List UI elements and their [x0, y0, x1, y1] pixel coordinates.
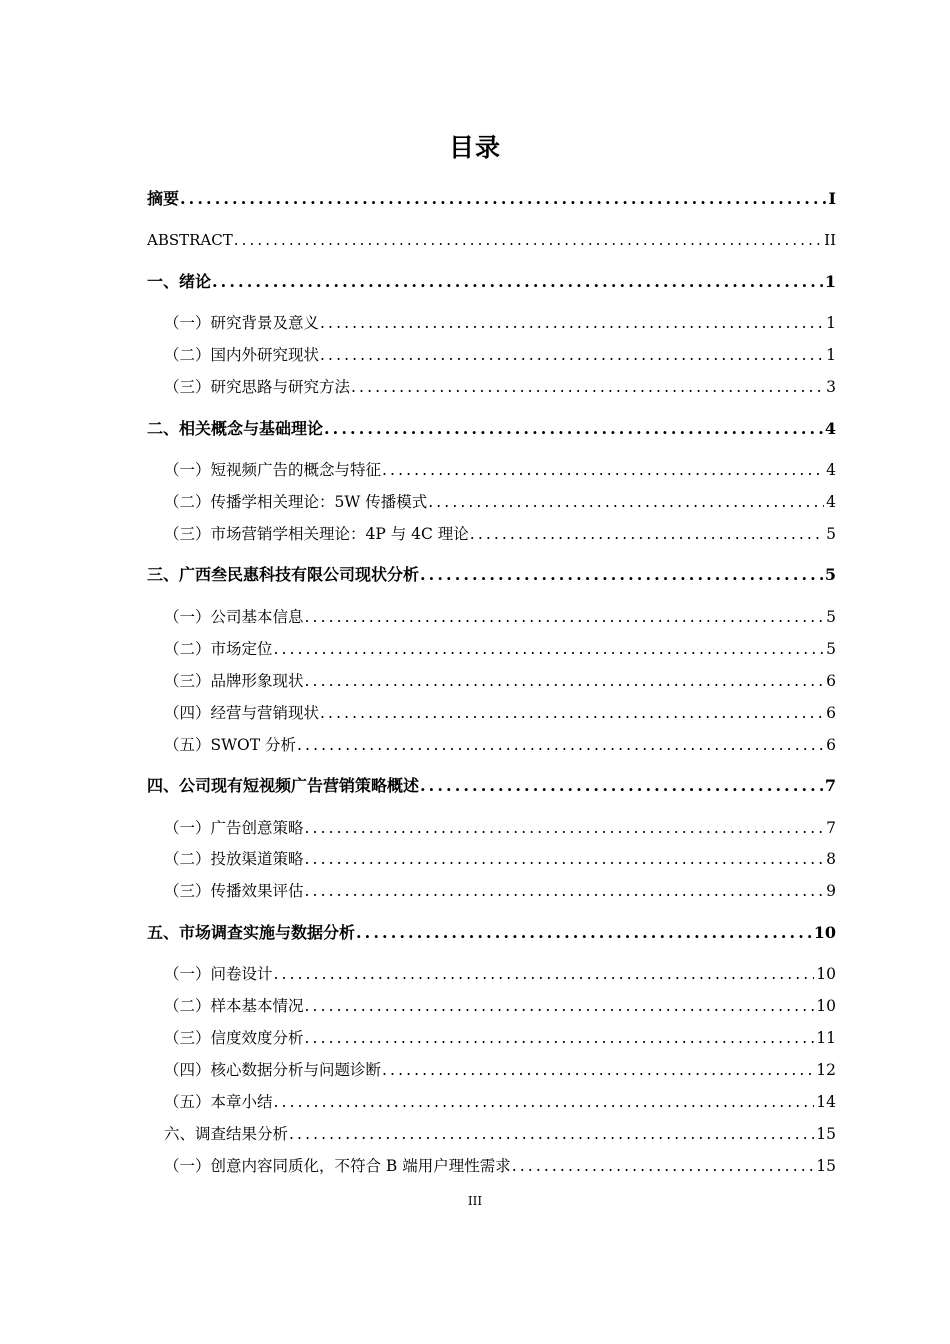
toc-entry[interactable]: [0, 1121, 950, 1147]
toc-leader-dots: [274, 1089, 815, 1115]
toc-leader-dots: [320, 342, 824, 368]
toc-entry-label: （三）信度效度分析: [164, 1029, 304, 1047]
toc-leader-dots: [382, 457, 824, 483]
toc-entry-page: 15: [816, 1125, 836, 1143]
toc-entry-label: （四）经营与营销现状: [164, 704, 320, 722]
toc-entry-page: 1: [826, 346, 836, 364]
toc-entry-page: 5: [826, 640, 836, 658]
toc-leader-dots: [274, 636, 825, 662]
toc-entry-page: 9: [826, 882, 836, 900]
toc-leader-dots: [420, 773, 823, 799]
toc-entry-label: 四、公司现有短视频广告营销策略概述: [147, 776, 420, 795]
toc-entry-label: ABSTRACT: [147, 231, 233, 249]
toc-leader-dots: [351, 374, 824, 400]
toc-entry-label: 六、调查结果分析: [164, 1125, 289, 1143]
toc-entry-page: 5: [826, 525, 836, 543]
toc-entry-label: （五）SWOT 分析: [164, 736, 297, 754]
toc-entry[interactable]: [0, 457, 950, 483]
toc-entry-page: 4: [824, 419, 836, 438]
toc-entry-label: 一、绪论: [147, 272, 212, 291]
toc-leader-dots: [180, 186, 827, 212]
toc-entry[interactable]: [0, 269, 950, 295]
toc-entry-page: 8: [826, 850, 836, 868]
toc-entry-page: 7: [826, 819, 836, 837]
toc-entry-page: 11: [816, 1029, 836, 1047]
toc-entry-label: （二）国内外研究现状: [164, 346, 320, 364]
toc-entry-label: （三）品牌形象现状: [164, 672, 304, 690]
toc-entry-label: （三）传播效果评估: [164, 882, 304, 900]
toc-entry-label: （一）短视频广告的概念与特征: [164, 461, 382, 479]
toc-entry-label: （一）广告创意策略: [164, 819, 304, 837]
page-number: III: [467, 1194, 483, 1208]
toc-entry[interactable]: [0, 920, 950, 946]
toc-leader-dots: [320, 310, 824, 336]
toc-entry-label: （一）创意内容同质化，不符合 B 端用户理性需求: [164, 1157, 511, 1175]
toc-entry[interactable]: [0, 1153, 950, 1179]
toc-entry-page: II: [824, 231, 836, 249]
toc-leader-dots: [356, 920, 812, 946]
toc-entry[interactable]: [0, 374, 950, 400]
toc-entry-page: 5: [826, 608, 836, 626]
toc-entry-label: （二）投放渠道策略: [164, 850, 304, 868]
toc-leader-dots: [289, 1121, 814, 1147]
toc-entry[interactable]: [0, 562, 950, 588]
toc-entry[interactable]: [0, 636, 950, 662]
toc-entry-page: 15: [816, 1157, 836, 1175]
toc-leader-dots: [470, 521, 824, 547]
toc-entry-label: （一）公司基本信息: [164, 608, 304, 626]
toc-entry-page: 4: [826, 493, 836, 511]
toc-entry-page: I: [828, 189, 836, 208]
toc-entry[interactable]: [0, 961, 950, 987]
toc-entry-label: （二）传播学相关理论：5W 传播模式: [164, 493, 428, 511]
toc-entry[interactable]: [0, 1089, 950, 1115]
toc-entry[interactable]: [0, 416, 950, 442]
toc-leader-dots: [305, 815, 825, 841]
toc-entry-label: （四）核心数据分析与问题诊断: [164, 1061, 382, 1079]
toc-entry[interactable]: [0, 342, 950, 368]
toc-entry-label: （三）研究思路与研究方法: [164, 378, 351, 396]
toc-entry-label: （三）市场营销学相关理论：4P 与 4C 理论: [164, 525, 469, 543]
toc-entry[interactable]: [0, 310, 950, 336]
toc-entry[interactable]: [0, 815, 950, 841]
toc-leader-dots: [512, 1153, 815, 1179]
toc-leader-dots: [382, 1057, 814, 1083]
toc-entry-page: 1: [824, 272, 836, 291]
toc-entry-label: （二）样本基本情况: [164, 997, 304, 1015]
toc-entry[interactable]: [0, 846, 950, 872]
toc-entry[interactable]: [0, 1057, 950, 1083]
toc-entry-page: 6: [826, 736, 836, 754]
toc-entry[interactable]: [0, 521, 950, 547]
toc-entry[interactable]: [0, 993, 950, 1019]
toc-entry[interactable]: [0, 604, 950, 630]
toc-leader-dots: [274, 961, 815, 987]
toc-leader-dots: [420, 562, 823, 588]
page-title: 目录: [448, 133, 501, 162]
toc-entry-label: （五）本章小结: [164, 1093, 273, 1111]
toc-leader-dots: [305, 846, 825, 872]
toc-entry[interactable]: [0, 700, 950, 726]
toc-leader-dots: [320, 700, 824, 726]
toc-entry-page: 12: [816, 1061, 836, 1079]
toc-entry-page: 4: [826, 461, 836, 479]
toc-leader-dots: [297, 732, 824, 758]
toc-entry[interactable]: [0, 668, 950, 694]
toc-entry[interactable]: [0, 227, 950, 253]
toc-entry[interactable]: [0, 773, 950, 799]
toc-entry-page: 10: [816, 965, 836, 983]
toc-entry[interactable]: [0, 489, 950, 515]
toc-leader-dots: [324, 416, 823, 442]
toc-entry[interactable]: [0, 186, 950, 212]
toc-entry-page: 3: [826, 378, 836, 396]
toc-entry-label: 二、相关概念与基础理论: [147, 419, 324, 438]
toc-leader-dots: [305, 1025, 815, 1051]
toc-entry-page: 5: [824, 565, 836, 584]
toc-leader-dots: [212, 269, 823, 295]
toc-leader-dots: [305, 993, 815, 1019]
toc-entry-label: 三、广西叁民惠科技有限公司现状分析: [147, 565, 420, 584]
toc-entry-page: 10: [816, 997, 836, 1015]
toc-entry-page: 14: [816, 1093, 836, 1111]
toc-entry-page: 7: [824, 776, 836, 795]
toc-leader-dots: [305, 604, 825, 630]
toc-leader-dots: [234, 227, 822, 253]
toc-entry-page: 1: [826, 314, 836, 332]
toc-entry-label: 五、市场调查实施与数据分析: [147, 923, 356, 942]
toc-entry-page: 6: [826, 672, 836, 690]
toc-leader-dots: [305, 878, 825, 904]
toc-leader-dots: [305, 668, 825, 694]
toc-entry[interactable]: [0, 732, 950, 758]
toc-leader-dots: [428, 489, 824, 515]
toc-entry-page: 10: [813, 923, 836, 942]
toc-entry-label: （二）市场定位: [164, 640, 273, 658]
toc-entry[interactable]: [0, 1025, 950, 1051]
toc-entry-label: （一）问卷设计: [164, 965, 273, 983]
toc-entry-label: 摘要: [147, 189, 180, 208]
toc-entry-label: （一）研究背景及意义: [164, 314, 320, 332]
toc-entry-page: 6: [826, 704, 836, 722]
toc-entry[interactable]: [0, 878, 950, 904]
